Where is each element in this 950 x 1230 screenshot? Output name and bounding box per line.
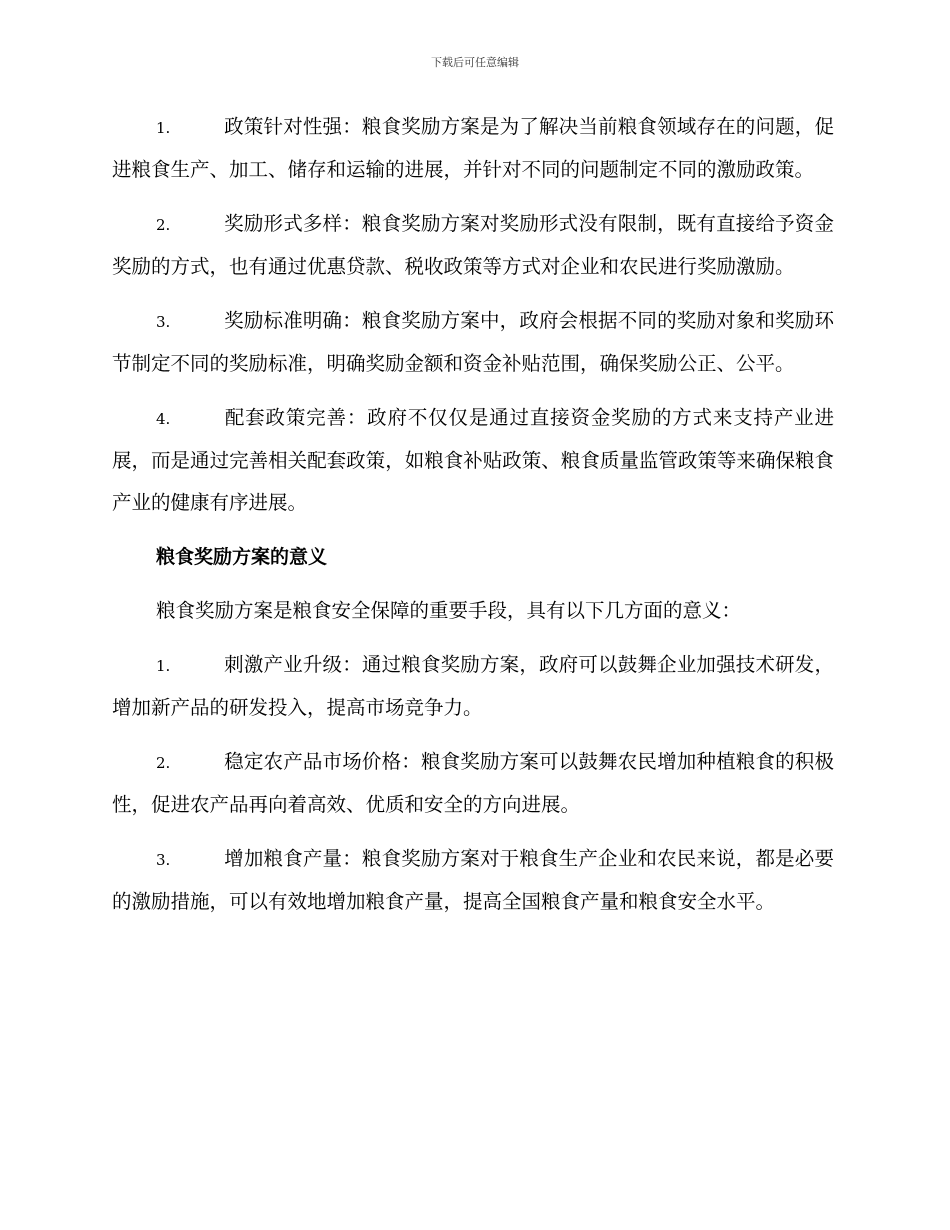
list-item-text: 稳定农产品市场价格：粮食奖励方案可以鼓舞农民增加种植粮食的积极性，促进农产品再向着高效、优质和安全的方向进展。 bbox=[112, 750, 834, 816]
list-item-number: 3. bbox=[156, 313, 171, 331]
list-item-text: 配套政策完善：政府不仅仅是通过直接资金奖励的方式来支持产业进展，而是通过完善相关配套政策，如粮食补贴政策、粮食质量监管政策等来确保粮食产业的健康有序进展。 bbox=[112, 406, 834, 514]
list-item bbox=[112, 106, 834, 191]
list-item bbox=[112, 741, 834, 826]
list-item bbox=[112, 397, 834, 524]
list-item-number: 1. bbox=[156, 119, 171, 137]
list-item-number: 2. bbox=[156, 216, 171, 234]
list-item-text: 奖励形式多样：粮食奖励方案对奖励形式没有限制，既有直接给予资金奖励的方式，也有通过优惠贷款、税收政策等方式对企业和农民进行奖励激励。 bbox=[112, 212, 834, 278]
list-item-number: 1. bbox=[156, 657, 171, 675]
list-item-text: 增加粮食产量：粮食奖励方案对于粮食生产企业和农民来说，都是必要的激励措施，可以有效地增加粮食产量，提高全国粮食产量和粮食安全水平。 bbox=[112, 847, 834, 913]
list-item-number: 4. bbox=[156, 410, 171, 428]
intro-paragraph: 粮食奖励方案是粮食安全保障的重要手段，具有以下几方面的意义： bbox=[156, 599, 742, 622]
list-item bbox=[112, 838, 834, 923]
list-item-text: 奖励标准明确：粮食奖励方案中，政府会根据不同的奖励对象和奖励环节制定不同的奖励标准，明确奖励金额和资金补贴范围，确保奖励公正、公平。 bbox=[112, 309, 834, 375]
list-item bbox=[112, 300, 834, 385]
list-item-number: 3. bbox=[156, 851, 171, 869]
list-item bbox=[112, 203, 834, 288]
section-heading: 粮食奖励方案的意义 bbox=[156, 546, 328, 568]
page-header: 下载后可任意编辑 bbox=[431, 56, 519, 69]
list-item-number: 2. bbox=[156, 754, 171, 772]
list-item-text: 刺激产业升级：通过粮食奖励方案，政府可以鼓舞企业加强技术研发，增加新产品的研发投入，提高市场竞争力。 bbox=[112, 653, 834, 719]
list-item-text: 政策针对性强：粮食奖励方案是为了解决当前粮食领域存在的问题，促进粮食生产、加工、储存和运输的进展，并针对不同的问题制定不同的激励政策。 bbox=[112, 115, 834, 181]
list-item bbox=[112, 644, 834, 729]
document-body bbox=[112, 106, 834, 935]
